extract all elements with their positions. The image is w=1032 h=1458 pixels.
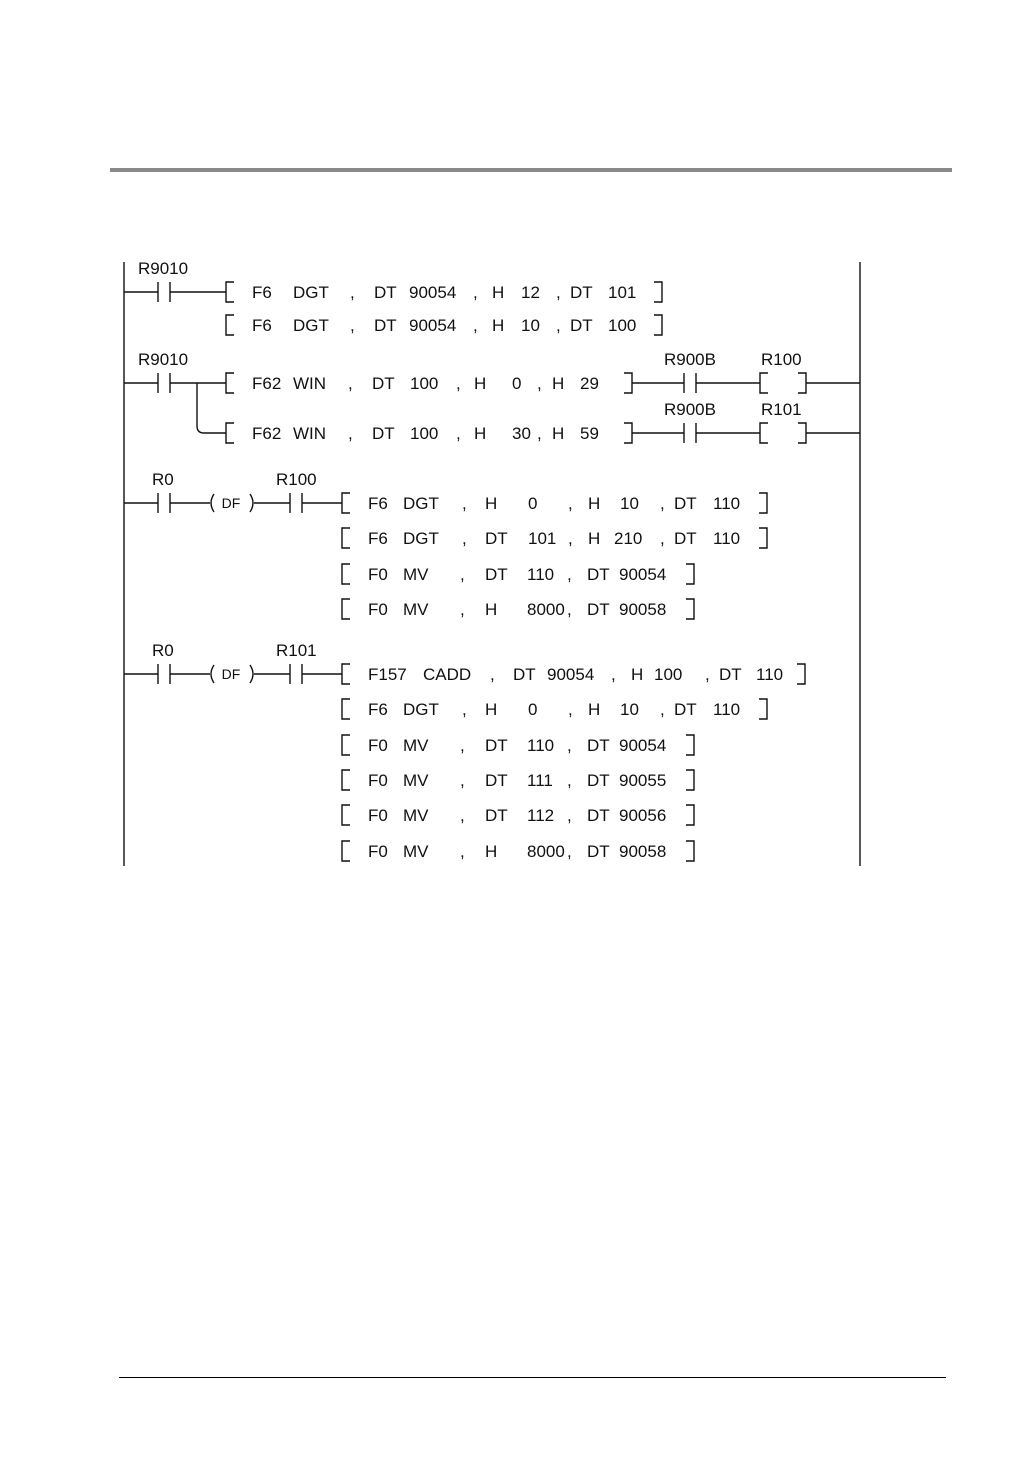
instruction-token: H [552, 374, 565, 393]
instruction-token: , [350, 316, 355, 335]
instruction-token: 0 [512, 374, 522, 393]
instruction-token: 100 [410, 374, 439, 393]
instruction-token: DT [719, 665, 742, 684]
instruction-token: H [492, 316, 505, 335]
instruction-token: F6 [252, 283, 272, 302]
instruction-token: , [568, 529, 573, 548]
instruction-bracket-left [342, 841, 350, 861]
instruction-token: 110 [527, 565, 555, 584]
instruction-token: F0 [368, 565, 388, 584]
instruction-token: , [348, 424, 353, 443]
instruction-token: H [474, 424, 487, 443]
instruction-bracket-left [226, 282, 234, 302]
ladder-labels [138, 259, 802, 861]
instruction-token: DGT [403, 494, 439, 513]
instruction-token: F6 [368, 494, 388, 513]
instruction-token: DT [587, 600, 610, 619]
instruction-bracket-left [342, 493, 350, 513]
contact-label: R100 [276, 470, 317, 489]
instruction-token: 110 [713, 529, 741, 548]
instruction-token: MV [403, 806, 429, 825]
instruction-token: , [567, 806, 572, 825]
instruction-token: 90054 [409, 316, 457, 335]
instruction-token: H [485, 700, 498, 719]
instruction-bracket-right [686, 599, 694, 619]
instruction-token: MV [403, 600, 429, 619]
contact-label: R900B [664, 350, 716, 369]
instruction-token: , [348, 374, 353, 393]
instruction-token: 112 [527, 806, 555, 825]
instruction-token: DT [374, 283, 397, 302]
contact-label: R9010 [138, 350, 189, 369]
instruction-token: H [485, 600, 498, 619]
coil-label: R100 [761, 350, 802, 369]
contact-label: R0 [152, 641, 174, 660]
instruction-bracket-left [342, 564, 350, 584]
contact-label: R900B [664, 400, 716, 419]
footer-rule [119, 1377, 946, 1378]
instruction-token: 10 [521, 316, 540, 335]
instruction-token: , [462, 700, 467, 719]
instruction-token: 101 [528, 529, 557, 548]
instruction-token: F157 [368, 665, 407, 684]
instruction-token: 90058 [619, 842, 667, 861]
instruction-token: , [462, 494, 467, 513]
instruction-token: DT [674, 529, 697, 548]
instruction-token: , [473, 316, 478, 335]
instruction-token: H [588, 700, 601, 719]
instruction-bracket-left [342, 805, 350, 825]
instruction-token: DGT [293, 283, 329, 302]
instruction-bracket-right [624, 373, 632, 393]
instruction-token: F62 [252, 374, 282, 393]
instruction-token: MV [403, 842, 429, 861]
instruction-token: F62 [252, 424, 282, 443]
instruction-token: 110 [756, 665, 784, 684]
instruction-token: DT [374, 316, 397, 335]
instruction-token: 90055 [619, 771, 667, 790]
instruction-token: , [556, 283, 561, 302]
instruction-token: , [556, 316, 561, 335]
df-paren-right [250, 494, 253, 512]
instruction-token: , [460, 565, 465, 584]
instruction-token: DT [674, 494, 697, 513]
df-paren-left [211, 494, 214, 512]
instruction-bracket-left [226, 315, 234, 335]
instruction-token: , [460, 600, 465, 619]
instruction-token: 90058 [619, 600, 667, 619]
instruction-token: F6 [252, 316, 272, 335]
instruction-token: , [660, 494, 665, 513]
instruction-token: 8000 [527, 600, 565, 619]
instruction-token: , [567, 600, 572, 619]
instruction-token: 90054 [409, 283, 457, 302]
instruction-token: 10 [620, 700, 639, 719]
instruction-token: DGT [403, 700, 439, 719]
instruction-bracket-left [342, 664, 350, 684]
instruction-token: 12 [521, 283, 540, 302]
instruction-token: 110 [713, 700, 741, 719]
instruction-token: , [460, 842, 465, 861]
instruction-token: DT [587, 771, 610, 790]
instruction-bracket-right [686, 841, 694, 861]
instruction-bracket-left [760, 423, 768, 443]
instruction-token: , [705, 665, 710, 684]
instruction-token: 210 [614, 529, 643, 548]
instruction-bracket-left [342, 735, 350, 755]
df-paren-left [211, 665, 214, 683]
instruction-token: 90054 [547, 665, 595, 684]
instruction-token: , [537, 424, 542, 443]
instruction-token: 90054 [619, 736, 667, 755]
instruction-token: DT [485, 565, 508, 584]
instruction-token: DGT [293, 316, 329, 335]
instruction-token: H [492, 283, 505, 302]
instruction-token: DT [587, 842, 610, 861]
instruction-token: 10 [620, 494, 639, 513]
instruction-token: 100 [410, 424, 439, 443]
instruction-bracket-left [342, 699, 350, 719]
instruction-token: 90056 [619, 806, 667, 825]
instruction-token: , [460, 806, 465, 825]
instruction-token: F0 [368, 736, 388, 755]
instruction-token: WIN [293, 424, 327, 443]
instruction-token: DT [485, 771, 508, 790]
instruction-token: DT [372, 374, 395, 393]
coil-label: R101 [761, 400, 802, 419]
instruction-token: DT [485, 529, 508, 548]
instruction-bracket-right [686, 805, 694, 825]
instruction-token: , [568, 700, 573, 719]
df-paren-right [250, 665, 253, 683]
instruction-token: , [567, 565, 572, 584]
instruction-bracket-right [798, 373, 806, 393]
instruction-token: 110 [527, 736, 555, 755]
instruction-token: 0 [528, 700, 538, 719]
instruction-token: , [456, 424, 461, 443]
instruction-bracket-right [624, 423, 632, 443]
instruction-token: DT [485, 736, 508, 755]
instruction-token: , [660, 529, 665, 548]
instruction-token: , [660, 700, 665, 719]
instruction-token: F6 [368, 529, 388, 548]
instruction-token: F0 [368, 771, 388, 790]
instruction-token: DT [485, 806, 508, 825]
instruction-token: 90054 [619, 565, 667, 584]
instruction-token: MV [403, 736, 429, 755]
contact-label: R101 [276, 641, 317, 660]
instruction-token: F0 [368, 600, 388, 619]
instruction-token: 100 [654, 665, 683, 684]
instruction-bracket-left [226, 373, 234, 393]
instruction-token: F0 [368, 842, 388, 861]
instruction-token: DT [587, 806, 610, 825]
df-label: DF [221, 666, 241, 682]
instruction-token: DT [372, 424, 395, 443]
instruction-token: DT [587, 565, 610, 584]
instruction-token: DT [570, 316, 593, 335]
instruction-token: 59 [580, 424, 599, 443]
instruction-token: H [631, 665, 644, 684]
instruction-token: WIN [293, 374, 327, 393]
instruction-token: , [567, 842, 572, 861]
instruction-token: H [485, 842, 498, 861]
instruction-token: DGT [403, 529, 439, 548]
instruction-token: 110 [713, 494, 741, 513]
instruction-token: , [490, 665, 495, 684]
instruction-token: CADD [423, 665, 472, 684]
instruction-token: , [460, 736, 465, 755]
instruction-token: , [350, 283, 355, 302]
instruction-token: , [567, 736, 572, 755]
instruction-bracket-left [342, 528, 350, 548]
instruction-token: MV [403, 565, 429, 584]
instruction-token: , [473, 283, 478, 302]
instruction-token: H [474, 374, 487, 393]
instruction-token: , [611, 665, 616, 684]
instruction-bracket-left [760, 373, 768, 393]
df-label: DF [221, 495, 241, 511]
instruction-token: , [460, 771, 465, 790]
instruction-token: 0 [528, 494, 538, 513]
instruction-bracket-right [797, 664, 805, 684]
instruction-bracket-right [798, 423, 806, 443]
instruction-token: 111 [527, 771, 553, 790]
instruction-token: H [588, 529, 601, 548]
instruction-bracket-left [342, 599, 350, 619]
instruction-token: , [568, 494, 573, 513]
instruction-bracket-right [759, 528, 767, 548]
instruction-token: 8000 [527, 842, 565, 861]
instruction-token: 100 [608, 316, 637, 335]
instruction-token: 29 [580, 374, 599, 393]
instruction-token: DT [570, 283, 593, 302]
instruction-token: DT [587, 736, 610, 755]
instruction-bracket-right [654, 282, 662, 302]
instruction-bracket-left [226, 423, 234, 443]
instruction-bracket-right [686, 770, 694, 790]
instruction-token: H [485, 494, 498, 513]
instruction-bracket-right [686, 564, 694, 584]
instruction-bracket-right [759, 699, 767, 719]
instruction-token: DT [513, 665, 536, 684]
contact-label: R0 [152, 470, 174, 489]
instruction-token: DT [674, 700, 697, 719]
instruction-token: F0 [368, 806, 388, 825]
instruction-token: , [567, 771, 572, 790]
instruction-bracket-right [686, 735, 694, 755]
instruction-token: 30 [512, 424, 531, 443]
instruction-bracket-left [342, 770, 350, 790]
branch-wire [197, 383, 226, 433]
instruction-token: H [588, 494, 601, 513]
instruction-bracket-right [654, 315, 662, 335]
instruction-token: 101 [608, 283, 637, 302]
instruction-bracket-right [759, 493, 767, 513]
instruction-token: H [552, 424, 565, 443]
instruction-token: , [456, 374, 461, 393]
contact-label: R9010 [138, 259, 189, 278]
instruction-token: , [462, 529, 467, 548]
instruction-token: , [537, 374, 542, 393]
instruction-token: MV [403, 771, 429, 790]
instruction-token: F6 [368, 700, 388, 719]
